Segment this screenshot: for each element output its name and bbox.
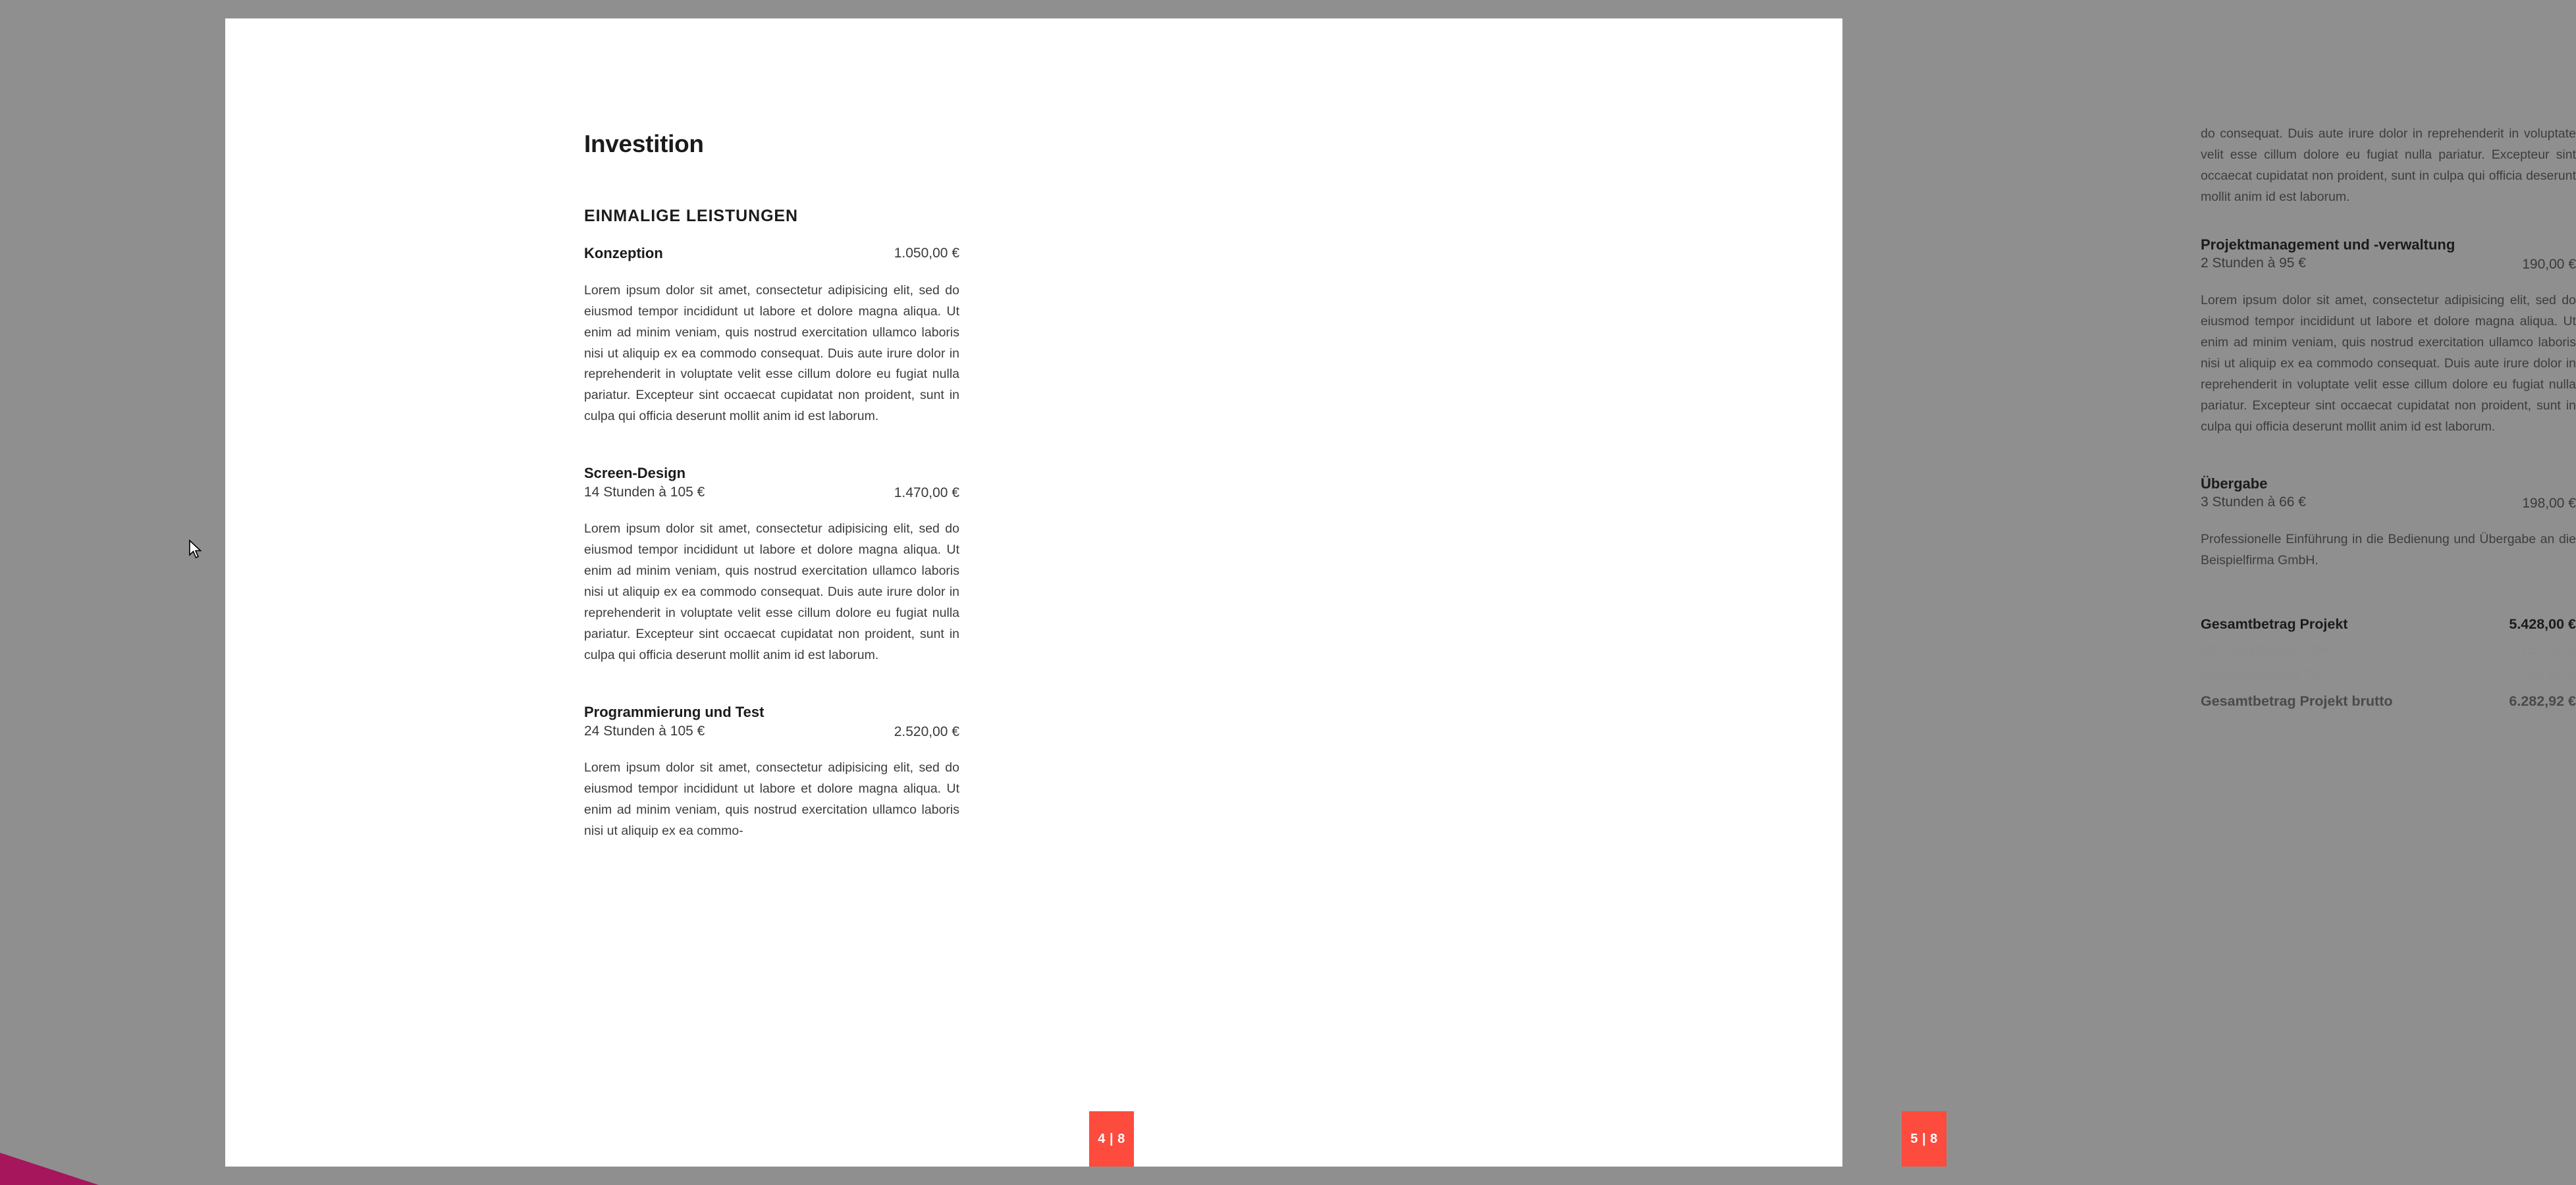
line-item-description: Lorem ipsum dolor sit amet, consectetur adipisicing elit, sed do eiusmod tempor incididunt ut labore et dolore magna aliqua. Ut enim ad minim veniam, quis nostrud exercitation ullamco laboris nisi ut aliquip ex ea commodo consequat. Duis aute irure dolor in reprehenderit in voluptate velit esse cillum dolore eu fugiat nulla pariatur. Excepteur sint occaecat cupidatat non proident, sunt in culpa qui officia deserunt mollit anim id est laborum.: [2201, 292, 2576, 434]
line-item-titles: [2201, 475, 2306, 512]
line-item-description: Lorem ipsum dolor sit amet, consectetur adipisicing elit, sed do eiusmod tempor incididunt ut labore et dolore magna aliqua. Ut enim ad minim veniam, quis nostrud exercitation ullamco laboris nisi ut aliquip ex ea commodo consequat. Duis aute irure dolor in reprehenderit in voluptate velit esse cillum dolore eu fugiat nulla pariatur. Excepteur sint occaecat cupidatat non proident, sunt in culpa qui officia deserunt mollit anim id est laborum.: [584, 521, 959, 663]
line-item-header: [584, 244, 959, 263]
line-item-titles: [584, 244, 663, 263]
document-page-left: [225, 18, 1034, 1167]
total-value: 5.428,00 €: [2509, 616, 2576, 633]
total-row-mehrwertsteuer-19: [2201, 637, 2576, 663]
continued-paragraph: do consequat. Duis aute irure dolor in reprehenderit in voluptate velit esse cillum dolore eu fugiat nulla pariatur. Excepteur sint occaecat cupidatat non proident, sunt in culpa qui officia deserunt mollit anim id est laborum.: [2201, 126, 2576, 204]
line-item-price: 1.050,00 €: [894, 246, 959, 261]
line-item-projektmanagement: [2201, 236, 2576, 438]
total-label: Gesamtbetrag Projekt: [2201, 616, 2348, 633]
line-item-konzeption: [584, 244, 959, 427]
line-item-price: 198,00 €: [2522, 495, 2576, 511]
spacer: [584, 427, 959, 464]
line-item-name: Programmierung und Test: [584, 704, 765, 721]
line-item-name: Konzeption: [584, 245, 663, 261]
spacer: [2201, 438, 2576, 475]
line-item-name: Übergabe: [2201, 475, 2268, 492]
line-item-screen-design: [584, 464, 959, 666]
total-value: 6.282,92 €: [2509, 693, 2576, 710]
line-item-price: 190,00 €: [2522, 256, 2576, 272]
total-row-mehrwertsteuer-7: [2201, 663, 2576, 689]
line-item-header: [584, 703, 959, 741]
line-item-description: Professionelle Einführung in die Bedienung und Übergabe an die Beispielfirma GmbH.: [2201, 531, 2576, 567]
total-row-gesamtbetrag-projekt: [2201, 612, 2576, 637]
total-label: Mehrwertsteuer 7%: [2201, 668, 2324, 684]
line-item-subtitle: 2 Stunden à 95 €: [2201, 255, 2306, 271]
line-item-programmierung-und-test: [584, 703, 959, 842]
line-item-header: [584, 464, 959, 502]
line-item-price: 2.520,00 €: [894, 724, 959, 740]
line-item-subtitle: 3 Stunden à 66 €: [2201, 494, 2306, 510]
line-item-description: Lorem ipsum dolor sit amet, consectetur adipisicing elit, sed do eiusmod tempor incididunt ut labore et dolore magna aliqua. Ut enim ad minim veniam, quis nostrud exercitation ullamco laboris nisi ut aliquip ex ea commo-: [584, 760, 959, 838]
left-page-content-column: [584, 130, 959, 842]
line-item-description: Lorem ipsum dolor sit amet, consectetur adipisicing elit, sed do eiusmod tempor incididunt ut labore et dolore magna aliqua. Ut enim ad minim veniam, quis nostrud exercitation ullamco laboris nisi ut aliquip ex ea commodo consequat. Duis aute irure dolor in reprehenderit in voluptate velit esse cillum dolore eu fugiat nulla pariatur. Excepteur sint occaecat cupidatat non proident, sunt in culpa qui officia deserunt mollit anim id est laborum.: [584, 282, 959, 424]
line-item-subtitle: 14 Stunden à 105 €: [584, 484, 705, 500]
total-value: 752,02 €: [2521, 642, 2576, 658]
section-heading-einmalige-leistungen: EINMALIGE LEISTUNGEN: [584, 207, 798, 225]
line-item-name: Projektmanagement und -verwaltung: [2201, 236, 2455, 253]
page-title: Investition: [584, 130, 704, 157]
page-number-badge-left: 4 | 8: [1089, 1111, 1134, 1167]
spacer: [584, 666, 959, 703]
document-spread: [225, 18, 2576, 1167]
line-item-titles: [584, 703, 764, 741]
total-row-gesamtbetrag-brutto: [2201, 689, 2576, 714]
line-item-titles: [2201, 236, 2455, 273]
line-item-name: Screen-Design: [584, 465, 686, 482]
total-value: 102,90 €: [2521, 668, 2576, 684]
corner-accent-shape: [0, 1139, 99, 1185]
line-item-uebergabe: [2201, 475, 2576, 571]
line-item-price: 1.470,00 €: [894, 485, 959, 501]
mouse-cursor: [188, 540, 203, 560]
totals-block: [2201, 612, 2576, 714]
right-page-content-column: [2201, 124, 2576, 714]
page-number-badge-right: 5 | 8: [1902, 1111, 1946, 1167]
line-item-header: [2201, 236, 2576, 273]
line-item-header: [2201, 475, 2576, 512]
total-label: Gesamtbetrag Projekt brutto: [2201, 693, 2393, 710]
total-label: Mehrwertsteuer 19%: [2201, 642, 2332, 658]
line-item-subtitle: 24 Stunden à 105 €: [584, 723, 705, 739]
line-item-titles: [584, 464, 705, 502]
